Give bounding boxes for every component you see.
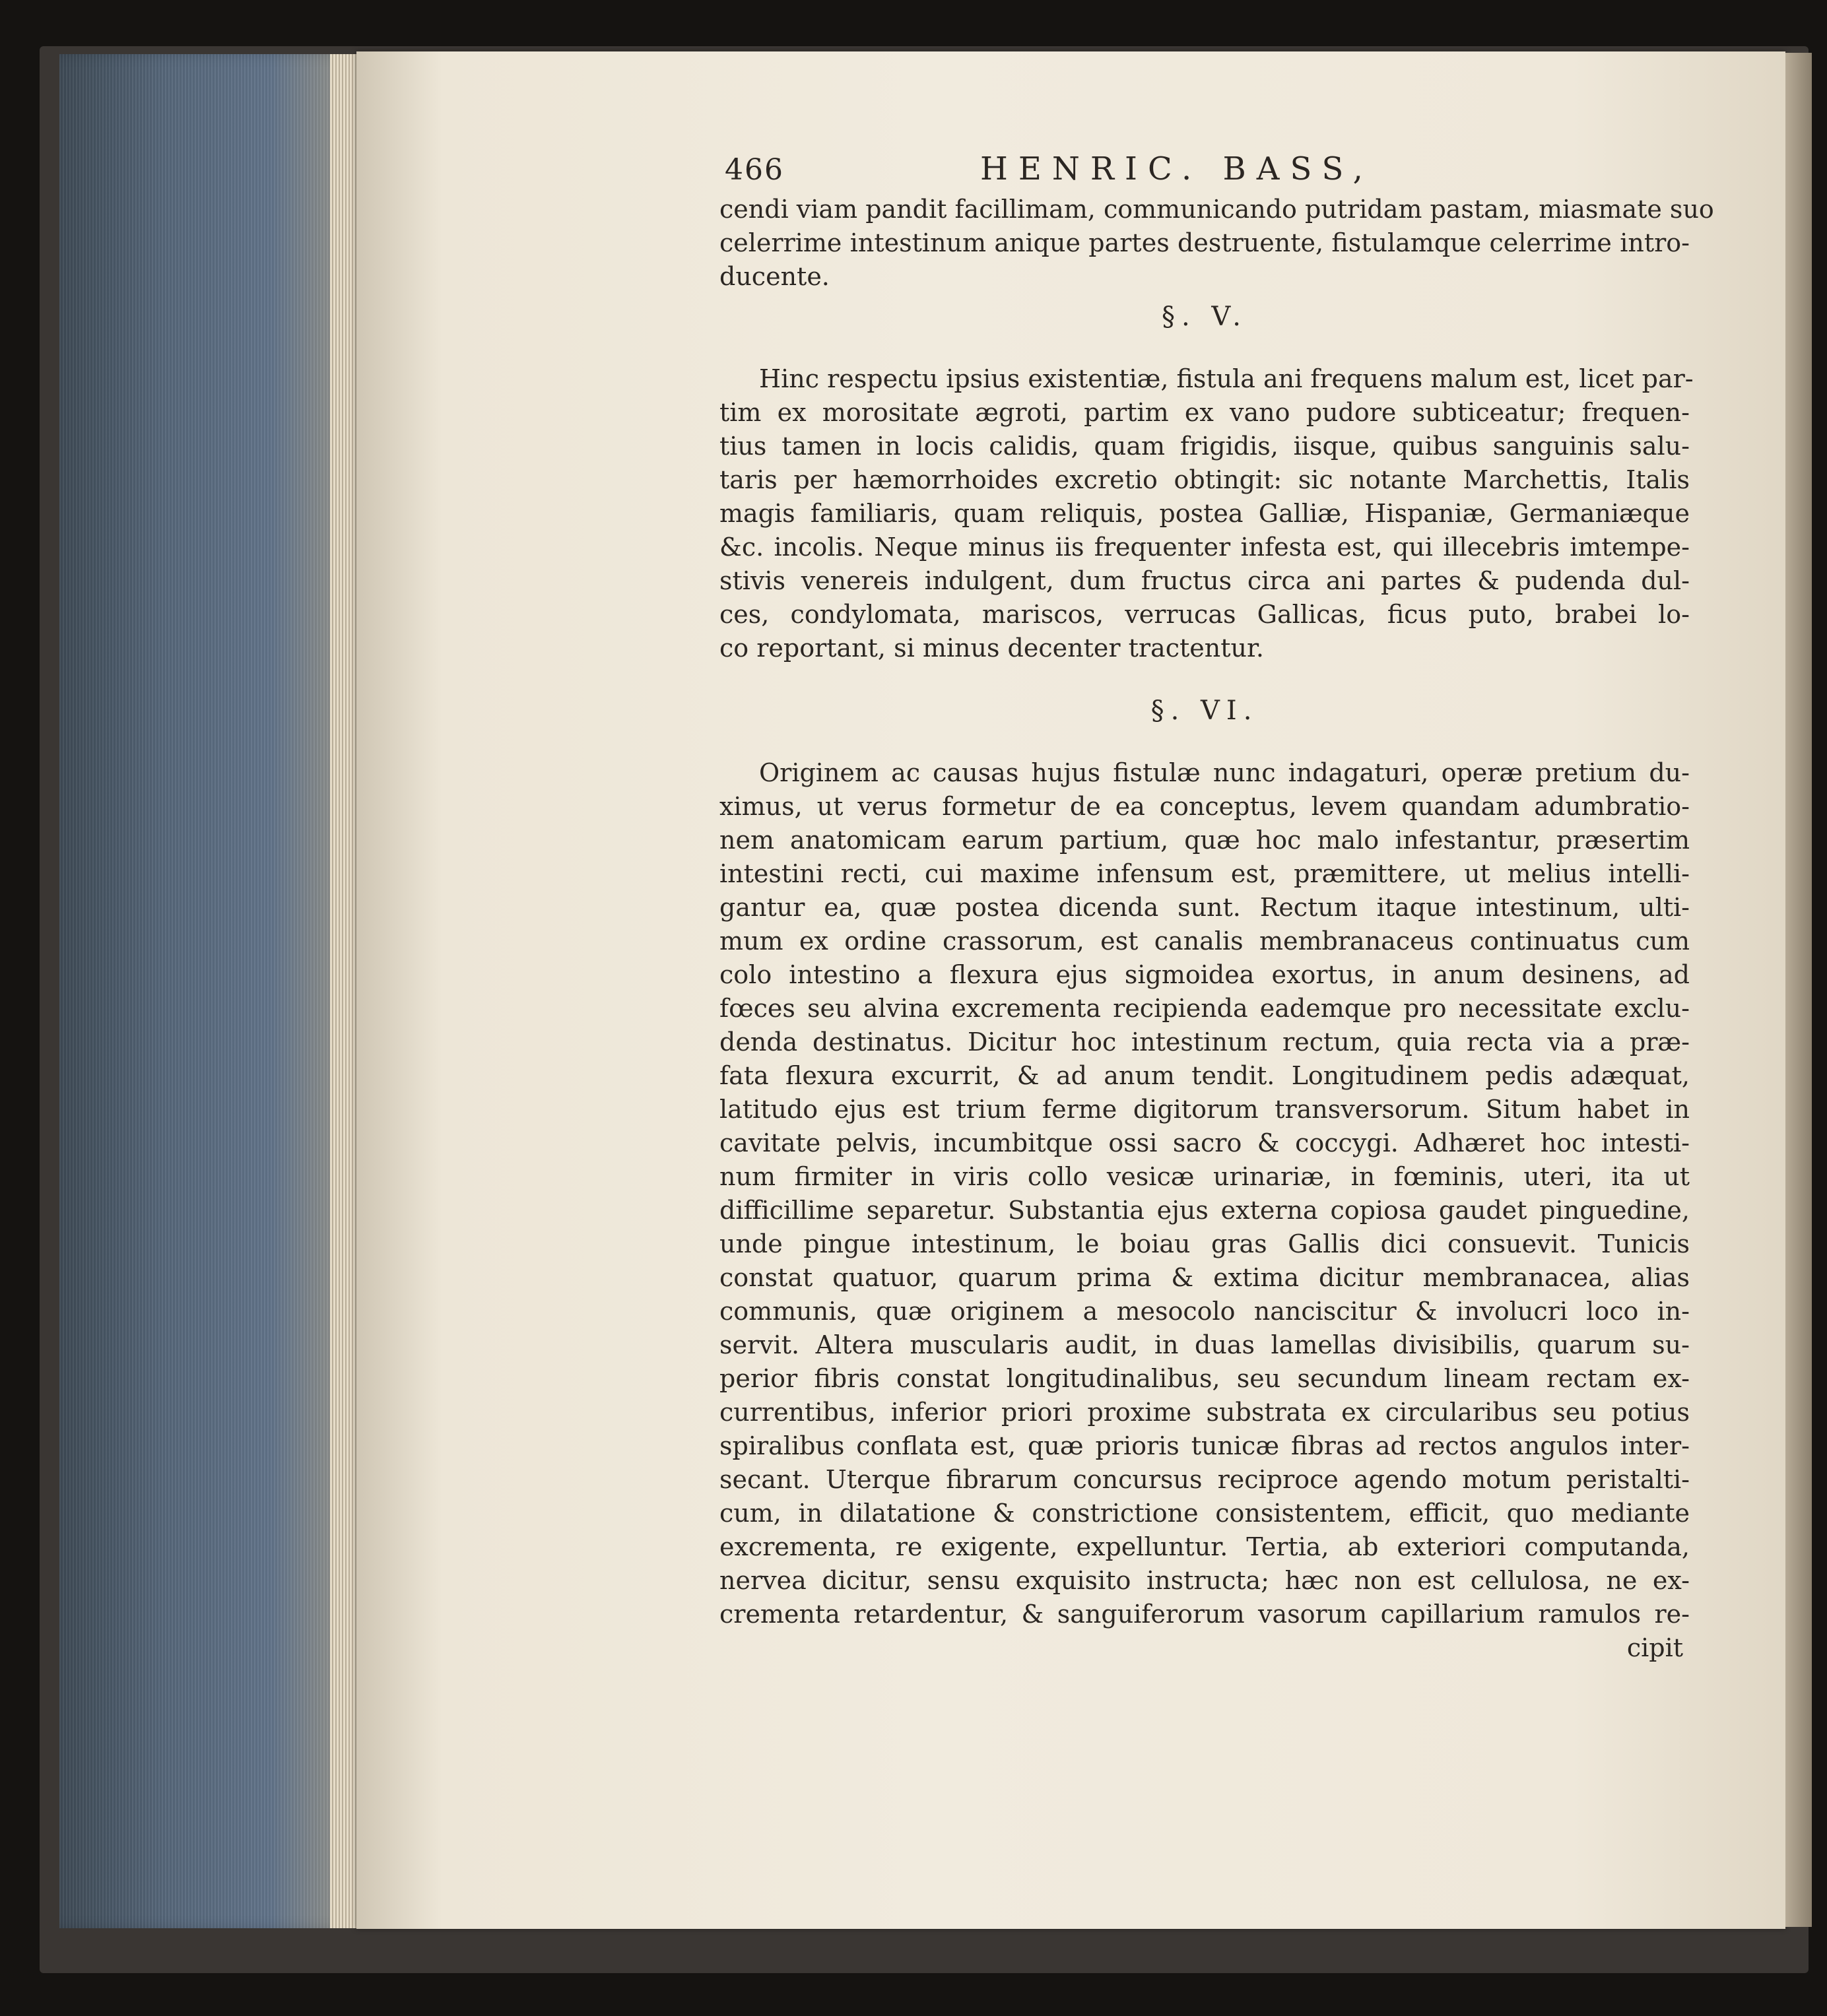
text-line: Hinc respectu ipsius existentiæ, fistula ani frequens malum est, licet par-: [759, 364, 1694, 393]
text-line: gantur ea, quæ postea dicenda sunt. Rectum itaque intestinum, ulti-: [719, 893, 1690, 922]
text-line: magis familiaris, quam reliquis, postea Galliæ, Hispaniæ, Germaniæque: [719, 499, 1690, 528]
page-text: [719, 146, 1714, 1665]
text-line: ximus, ut verus formetur de ea conceptus, levem quandam adumbratio-: [719, 792, 1690, 821]
paragraph: [719, 756, 1690, 1631]
text-line: mum ex ordine crassorum, est canalis membranaceus continuatus cum: [719, 927, 1690, 956]
text-line: tius tamen in locis calidis, quam frigidis, iisque, quibus sanguinis salu-: [719, 432, 1690, 461]
text-line: unde pingue intestinum, le boiau gras Gallis dici consuevit. Tunicis: [719, 1229, 1690, 1258]
text-line: cavitate pelvis, incumbitque ossi sacro & coccygi. Adhæret hoc intesti-: [719, 1128, 1690, 1157]
text-line: num firmiter in viris collo vesicæ urinariæ, in fœminis, uteri, ita ut: [719, 1162, 1690, 1191]
running-title: HENRIC. BASS,: [980, 150, 1374, 187]
page-number: 466: [725, 153, 784, 187]
text-line: communis, quæ originem a mesocolo nanciscitur & involucri loco in-: [719, 1297, 1690, 1326]
text-line: ces, condylomata, mariscos, verrucas Gallicas, ficus puto, brabei lo-: [719, 600, 1690, 629]
page-edge-strip: [330, 54, 356, 1928]
text-line: excrementa, re exigente, expelluntur. Tertia, ab exteriori computanda,: [719, 1532, 1690, 1561]
text-line: co reportant, si minus decenter tractentur.: [719, 634, 1265, 663]
text-line: denda destinatus. Dicitur hoc intestinum rectum, quia recta via a præ-: [719, 1027, 1690, 1057]
text-line: Originem ac causas hujus fistulæ nunc indagaturi, operæ pretium du-: [759, 758, 1690, 787]
text-line: celerrime intestinum anique partes destruente, fistulamque celerrime intro-: [719, 228, 1690, 257]
page-edges: [59, 54, 363, 1928]
text-line: tim ex morositate ægroti, partim ex vano pudore subticeatur; frequen-: [719, 398, 1690, 427]
section-heading: §. V.: [1161, 302, 1248, 332]
text-line: fata flexura excurrit, & ad anum tendit. Longitudinem pedis adæquat,: [719, 1061, 1690, 1090]
text-line: cum, in dilatatione & constrictione consistentem, efficit, quo mediante: [719, 1499, 1690, 1528]
text-line: latitudo ejus est trium ferme digitorum transversorum. Situm habet in: [719, 1095, 1690, 1124]
text-line: colo intestino a flexura ejus sigmoidea exortus, in anum desinens, ad: [719, 960, 1690, 989]
text-line: nervea dicitur, sensu exquisito instructa; hæc non est cellulosa, ne ex-: [719, 1566, 1690, 1595]
running-head: [719, 146, 1690, 193]
text-line: currentibus, inferior priori proxime substrata ex circularibus seu potius: [719, 1398, 1690, 1427]
text-line: secant. Uterque fibrarum concursus reciproce agendo motum peristalti-: [719, 1465, 1690, 1494]
text-line: constat quatuor, quarum prima & extima dicitur membranacea, alias: [719, 1263, 1690, 1292]
text-line: perior fibris constat longitudinalibus, seu secundum lineam rectam ex-: [719, 1364, 1690, 1393]
text-line: difficillime separetur. Substantia ejus externa copiosa gaudet pinguedine,: [719, 1196, 1690, 1225]
paragraph: [719, 193, 1714, 294]
text-line: crementa retardentur, & sanguiferorum vasorum capillarium ramulos re-: [719, 1600, 1690, 1629]
facing-page-edge: [1785, 53, 1812, 1927]
text-line: stivis venereis indulgent, dum fructus circa ani partes & pudenda dul-: [719, 566, 1690, 595]
text-line: taris per hæmorrhoides excretio obtingit: sic notante Marchettis, Italis: [719, 465, 1690, 494]
text-line: ducente.: [719, 262, 830, 291]
text-line: nem anatomicam earum partium, quæ hoc malo infestantur, præsertim: [719, 826, 1690, 855]
text-line: servit. Altera muscularis audit, in duas lamellas divisibilis, quarum su-: [719, 1330, 1690, 1359]
text-line: cendi viam pandit facillimam, communicando putridam pastam, miasmate suo: [719, 195, 1714, 224]
section-heading: §. VI.: [1150, 696, 1259, 726]
text-line: intestini recti, cui maxime infensum est, præmittere, ut melius intelli-: [719, 859, 1690, 888]
text-line: &c. incolis. Neque minus iis frequenter infesta est, qui illecebris imtempe-: [719, 533, 1690, 562]
text-line: fœces seu alvina excrementa recipienda eademque pro necessitate exclu-: [719, 994, 1690, 1023]
text-line: spiralibus conflata est, quæ prioris tunicæ fibras ad rectos angulos inter-: [719, 1431, 1690, 1460]
catchword: cipit: [1626, 1633, 1683, 1662]
paragraph: [719, 362, 1694, 665]
